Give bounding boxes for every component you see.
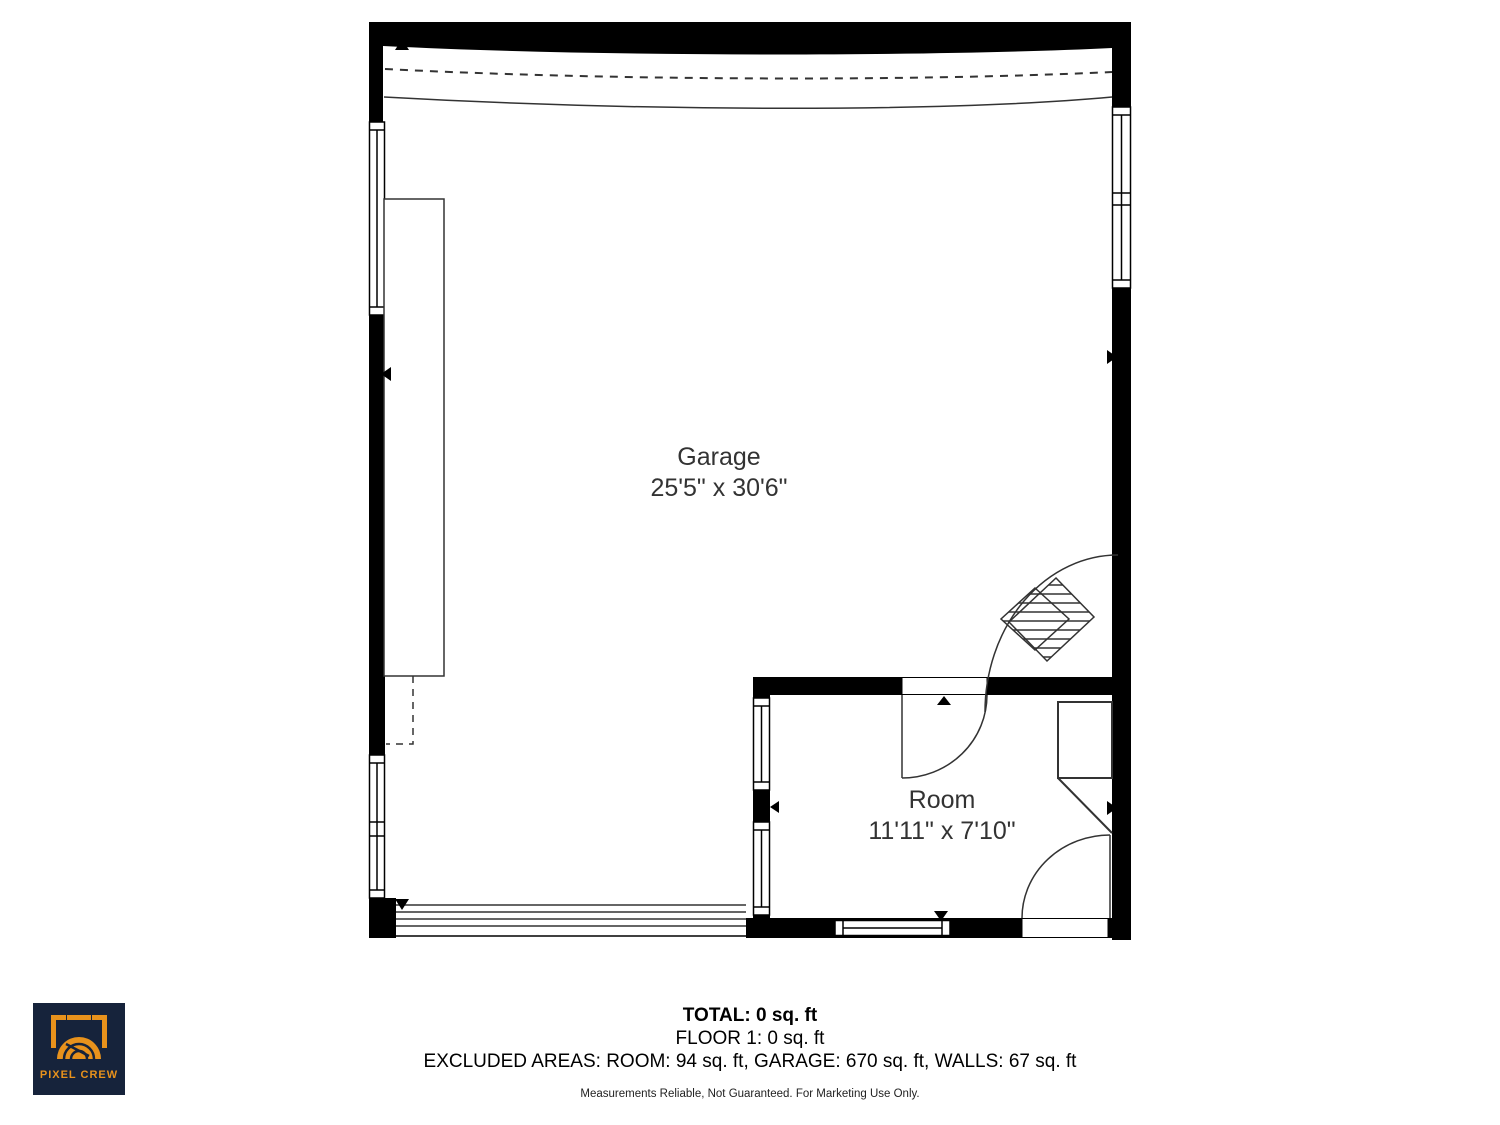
floor-area-line: FLOOR 1: 0 sq. ft bbox=[675, 1028, 825, 1049]
disclaimer-line: Measurements Reliable, Not Guaranteed. For Marketing Use Only. bbox=[580, 1088, 920, 1100]
garage-name: Garage bbox=[677, 443, 761, 471]
attic-hatch-icon bbox=[995, 578, 1100, 661]
room-dimensions: 11'11" x 7'10" bbox=[868, 817, 1016, 845]
pixel-crew-logo bbox=[33, 1003, 125, 1095]
garage-door-bottom bbox=[396, 905, 746, 936]
workbench bbox=[384, 199, 444, 676]
excluded-areas-line: EXCLUDED AREAS: ROOM: 94 sq. ft, GARAGE: 670 sq. ft, WALLS: 67 sq. ft bbox=[423, 1051, 1077, 1072]
closet bbox=[1058, 702, 1112, 833]
windows bbox=[369, 107, 1131, 936]
garage-door-top bbox=[384, 69, 1112, 108]
area-summary bbox=[0, 1004, 1500, 1100]
pixel-crew-logo-icon bbox=[33, 1003, 125, 1095]
room-name: Room bbox=[908, 786, 976, 814]
dashed-fixture-outline bbox=[386, 676, 413, 744]
room-label bbox=[868, 785, 1015, 847]
logo-text: PIXEL CREW bbox=[39, 1069, 119, 1081]
total-area-line: TOTAL: 0 sq. ft bbox=[682, 1005, 818, 1026]
garage-dimensions: 25'5" x 30'6" bbox=[650, 474, 788, 502]
garage-label bbox=[650, 442, 787, 504]
